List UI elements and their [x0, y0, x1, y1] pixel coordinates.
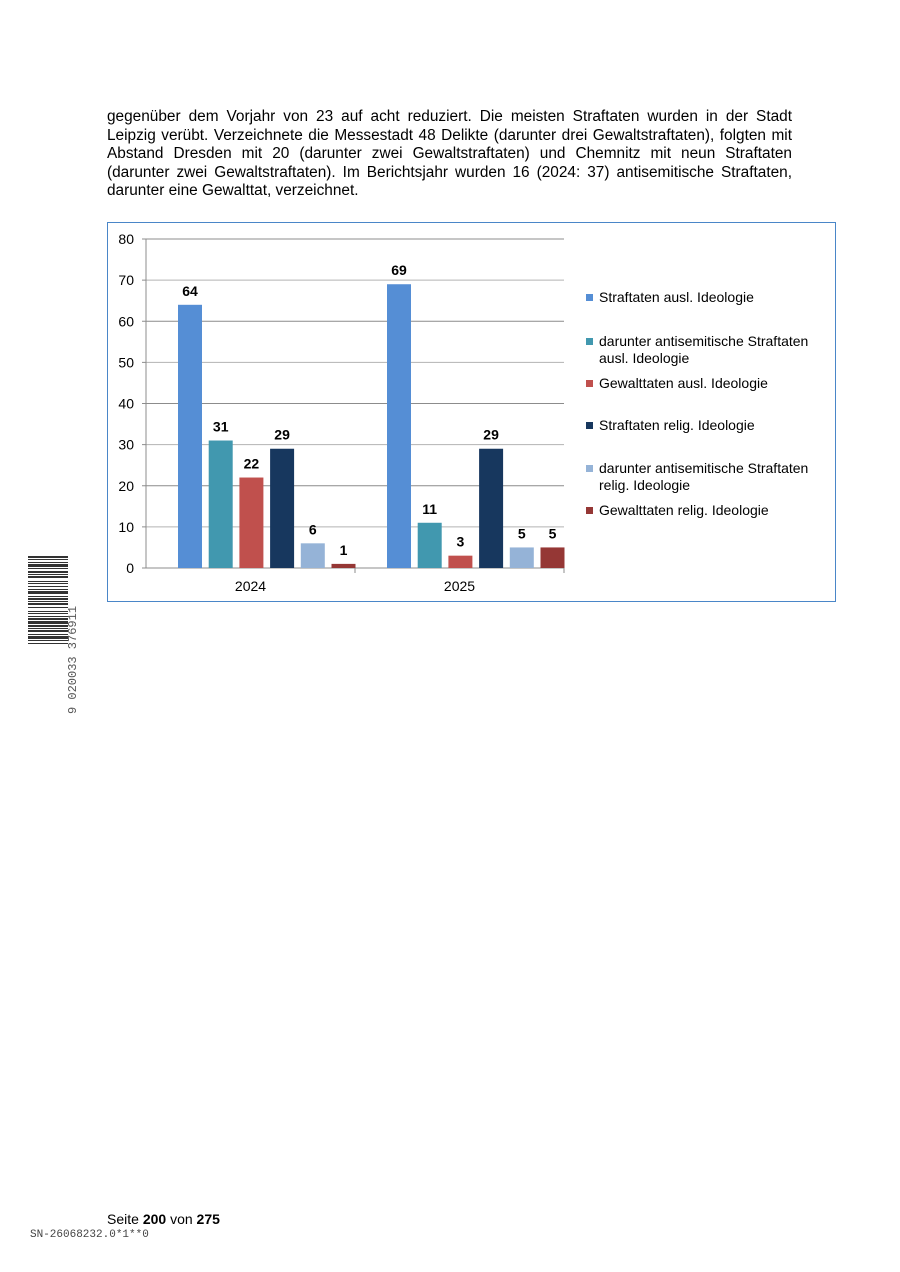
bar [448, 556, 472, 568]
data-label: 11 [422, 500, 438, 517]
data-label: 29 [483, 426, 499, 443]
barcode-icon [28, 556, 80, 716]
bar-chart [107, 222, 836, 602]
page-total: 275 [196, 1211, 220, 1227]
legend-label: Gewalttaten ausl. Ideologie [599, 375, 768, 391]
legend-swatch [586, 507, 593, 514]
data-label: 22 [243, 455, 260, 472]
bar [479, 449, 503, 568]
bar [332, 564, 356, 568]
data-label: 3 [456, 533, 465, 550]
data-label: 29 [274, 426, 290, 443]
legend-swatch [586, 380, 593, 387]
y-tick-label: 30 [118, 436, 134, 453]
data-label: 69 [391, 262, 407, 279]
document-code: SN-26068232.0*1**0 [30, 1229, 149, 1241]
page-prefix: Seite [107, 1211, 139, 1227]
legend-label: Straftaten ausl. Ideologie [599, 289, 754, 305]
bar [178, 305, 202, 568]
bar [418, 523, 442, 568]
data-label: 5 [548, 525, 557, 542]
bar [270, 449, 294, 568]
legend-item [586, 502, 832, 519]
y-tick-label: 0 [126, 560, 134, 576]
legend-swatch [586, 294, 593, 301]
legend-label: Straftaten relig. Ideologie [599, 417, 755, 433]
legend-label: Gewalttaten relig. Ideologie [599, 502, 769, 518]
page-separator: von [170, 1211, 193, 1227]
data-label: 64 [182, 282, 198, 299]
legend-swatch [586, 338, 593, 345]
body-paragraph: gegenüber dem Vorjahr von 23 auf acht reduziert. Die meisten Straftaten wurden in der Stadt Leipzig verübt. Verzeichnete die Messestadt 48 Delikte (darunter drei Gewaltstraftaten), folgten mit Abstand Dresden mit 20 (darunter zwei Gewaltstraftaten) und Chemnitz mit neun Straftaten (darunter zwei Gewaltstraftaten). Im Berichtsjahr wurden 16 (2024: 37) antisemitische Straftaten, darunter eine Gewalttat, verzeichnet. [107, 108, 792, 199]
legend-item [586, 333, 832, 367]
barcode [28, 556, 80, 721]
y-tick-label: 70 [118, 272, 134, 289]
bar [239, 478, 263, 568]
y-tick-label: 20 [118, 477, 134, 494]
data-label: 6 [308, 521, 317, 538]
chart-plot [108, 223, 835, 601]
bar [387, 284, 411, 568]
legend-swatch [586, 422, 593, 429]
data-label: 5 [517, 525, 526, 542]
legend-item [586, 417, 832, 434]
legend-swatch [586, 465, 593, 472]
x-tick-label: 2025 [443, 578, 476, 594]
page-number [107, 1211, 220, 1227]
legend-item [586, 289, 832, 306]
legend-label: darunter antisemitische Straftaten relig. Ideologie [599, 460, 809, 493]
data-label: 1 [339, 541, 348, 558]
x-tick-label: 2024 [234, 578, 267, 594]
page-current: 200 [142, 1211, 167, 1227]
legend-item [586, 460, 832, 494]
legend-label: darunter antisemitische Straftaten ausl. Ideologie [599, 333, 809, 366]
y-tick-label: 10 [118, 518, 134, 535]
bar [510, 547, 534, 568]
bar [301, 543, 325, 568]
y-tick-label: 60 [118, 313, 134, 330]
data-label: 31 [212, 418, 229, 435]
y-tick-label: 50 [118, 354, 134, 371]
y-tick-label: 80 [118, 231, 134, 247]
barcode-digits: 9 020033 376911 [66, 605, 80, 714]
bar [209, 441, 233, 568]
legend-item [586, 375, 832, 392]
bar [541, 547, 565, 568]
y-tick-label: 40 [118, 395, 134, 412]
